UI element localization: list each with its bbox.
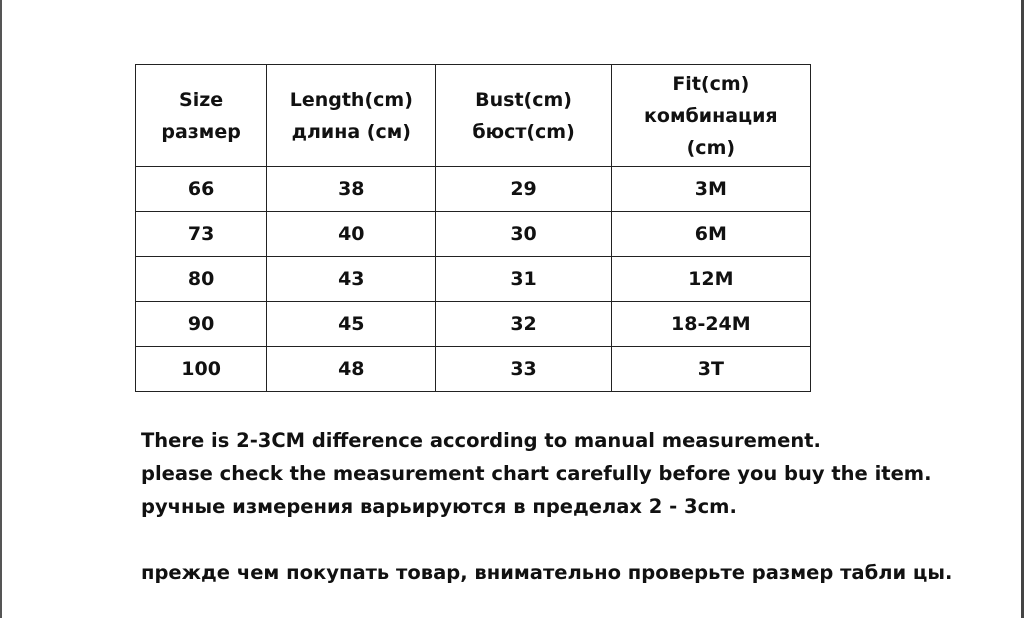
header-size-en: Size xyxy=(179,88,224,111)
header-bust-ru: бюст(cm) xyxy=(472,120,575,143)
cell-length: 45 xyxy=(267,302,436,347)
cell-bust: 29 xyxy=(436,167,611,212)
cell-bust: 31 xyxy=(436,257,611,302)
cell-fit: 6M xyxy=(611,212,810,257)
note-difference: There is 2-3CM difference according to manual measurement. xyxy=(141,429,821,452)
cell-fit: 18-24M xyxy=(611,302,810,347)
cell-fit: 3M xyxy=(611,167,810,212)
header-fit-unit: (cm) xyxy=(686,136,736,159)
header-length-en: Length(cm) xyxy=(289,88,413,111)
cell-length: 48 xyxy=(267,347,436,392)
table-row xyxy=(136,347,811,392)
cell-size: 90 xyxy=(136,302,267,347)
header-length xyxy=(267,65,436,167)
cell-length: 38 xyxy=(267,167,436,212)
note-check-chart-ru: прежде чем покупать товар, внимательно проверьте размер табли цы. xyxy=(141,561,953,584)
measurement-notes xyxy=(141,424,1001,589)
table-row xyxy=(136,257,811,302)
header-size xyxy=(136,65,267,167)
header-size-ru: размер xyxy=(161,120,241,143)
cell-bust: 30 xyxy=(436,212,611,257)
cell-size: 100 xyxy=(136,347,267,392)
header-length-ru: длина (см) xyxy=(291,120,411,143)
cell-length: 43 xyxy=(267,257,436,302)
table-row xyxy=(136,167,811,212)
size-chart-table xyxy=(135,64,811,392)
header-bust xyxy=(436,65,611,167)
cell-bust: 33 xyxy=(436,347,611,392)
note-difference-ru: ручные измерения варьируются в пределах 2 - 3cm. xyxy=(141,495,737,518)
table-row xyxy=(136,212,811,257)
cell-fit: 12M xyxy=(611,257,810,302)
cell-size: 73 xyxy=(136,212,267,257)
cell-length: 40 xyxy=(267,212,436,257)
header-fit-ru: комбинация xyxy=(644,104,778,127)
header-bust-en: Bust(cm) xyxy=(475,88,572,111)
header-fit xyxy=(611,65,810,167)
cell-bust: 32 xyxy=(436,302,611,347)
cell-size: 66 xyxy=(136,167,267,212)
cell-fit: 3T xyxy=(611,347,810,392)
left-border xyxy=(0,0,2,618)
note-spacer xyxy=(141,523,1001,556)
note-check-chart: please check the measurement chart carefully before you buy the item. xyxy=(141,462,932,485)
cell-size: 80 xyxy=(136,257,267,302)
table-header-row xyxy=(136,65,811,167)
table-row xyxy=(136,302,811,347)
header-fit-en: Fit(cm) xyxy=(672,72,750,95)
